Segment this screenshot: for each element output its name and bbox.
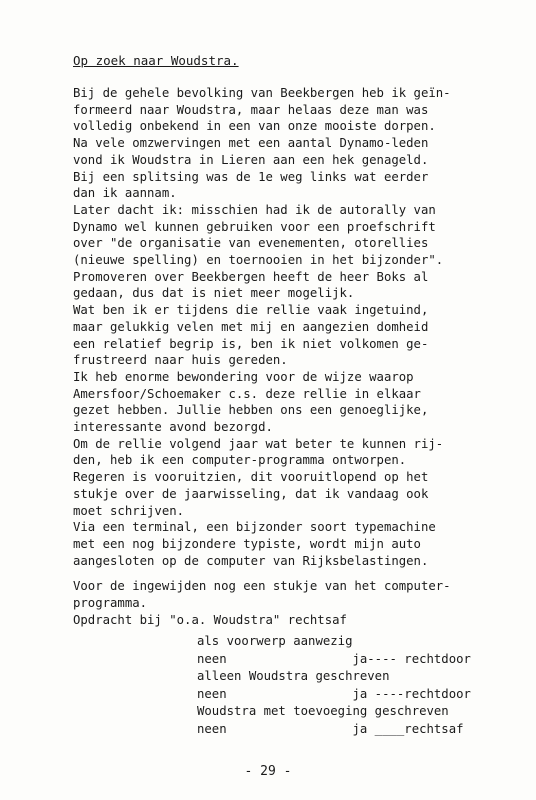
flowchart-line: neen ja ----rechtdoor <box>197 686 471 701</box>
text-line: Bij de gehele bevolking van Beekbergen heb ik geïn- <box>73 86 451 100</box>
text-line: Opdracht bij "o.a. Woudstra" rechtsaf <box>73 612 347 627</box>
flowchart-line: neen ja ____rechtsaf <box>197 721 464 736</box>
flowchart-line: neen ja---- rechtdoor <box>197 651 471 666</box>
text-line: den, heb ik een computer-programma ontworpen. <box>73 453 407 468</box>
text-line: Bij een splitsing was de 1e weg links wat eerder <box>73 169 429 184</box>
text-line: Om de rellie volgend jaar wat beter te kunnen rij- <box>73 436 444 451</box>
text-line: Wat ben ik er tijdens die rellie vaak ingetuind, <box>73 303 429 318</box>
text-line: Na vele omzwervingen met een aantal Dynamo-leden <box>73 136 429 151</box>
text-line: frustreerd naar huis gereden. <box>73 353 288 368</box>
flowchart-line: als voorwerp aanwezig <box>197 634 353 648</box>
flowchart-line: Woudstra met toevoeging geschreven <box>197 704 449 718</box>
text-line: met een nog bijzondere typiste, wordt mijn auto <box>73 536 421 551</box>
text-line: Via een terminal, een bijzonder soort typemachine <box>73 520 436 535</box>
text-line: vond ik Woudstra in Lieren aan een hek genageld. <box>73 152 429 167</box>
page-title: Op zoek naar Woudstra. <box>73 53 239 68</box>
flowchart-line: alleen Woudstra geschreven <box>197 669 390 683</box>
text-line: (nieuwe spelling) en toernooien in het bijzonder". <box>73 253 444 268</box>
text-line: dan ik aannam. <box>73 186 177 201</box>
text-line: volledig onbekend in een van onze mooiste dorpen. <box>73 119 436 134</box>
text-line: maar gelukkig velen met mij en aangezien domheid <box>73 319 429 334</box>
text-line: Regeren is vooruitzien, dit vooruitlopend op het <box>73 470 429 485</box>
text-line: aangesloten op de computer van Rijksbelastingen. <box>73 553 429 568</box>
text-line: Voor de ingewijden nog een stukje van het computer- <box>73 579 451 594</box>
paragraph-2 <box>73 578 513 628</box>
text-line: stukje over de jaarwisseling, dat ik vandaag ook <box>73 486 429 501</box>
program-flowchart <box>197 633 497 738</box>
text-line: moet schrijven. <box>73 503 185 518</box>
text-line: gedaan, dus dat is niet meer mogelijk. <box>73 286 355 301</box>
text-line: over "de organisatie van evenementen, otorellies <box>73 236 429 251</box>
page-number: - 29 - <box>244 764 292 779</box>
paragraph-gap <box>73 569 513 578</box>
text-line: Amersfoor/Schoemaker c.s. deze rellie in elkaar <box>73 386 421 401</box>
text-line: een relatief begrip is, ben ik niet volkomen ge- <box>73 336 429 351</box>
body-text <box>73 85 513 629</box>
text-line: interessante avond bezorgd. <box>73 420 273 435</box>
text-line: Dynamo wel kunnen gebruiken voor een proefschrift <box>73 219 436 234</box>
text-line: programma. <box>73 596 148 611</box>
text-line: Promoveren over Beekbergen heeft de heer Boks al <box>73 269 429 284</box>
text-line: Ik heb enorme bewondering voor de wijze waarop <box>73 369 414 384</box>
paragraph-1 <box>73 85 513 569</box>
text-line: Later dacht ik: misschien had ik de autorally van <box>73 202 436 217</box>
text-line: gezet hebben. Jullie hebben ons een genoeglijke, <box>73 403 429 418</box>
text-line: formeerd naar Woudstra, maar helaas deze man was <box>73 102 429 117</box>
